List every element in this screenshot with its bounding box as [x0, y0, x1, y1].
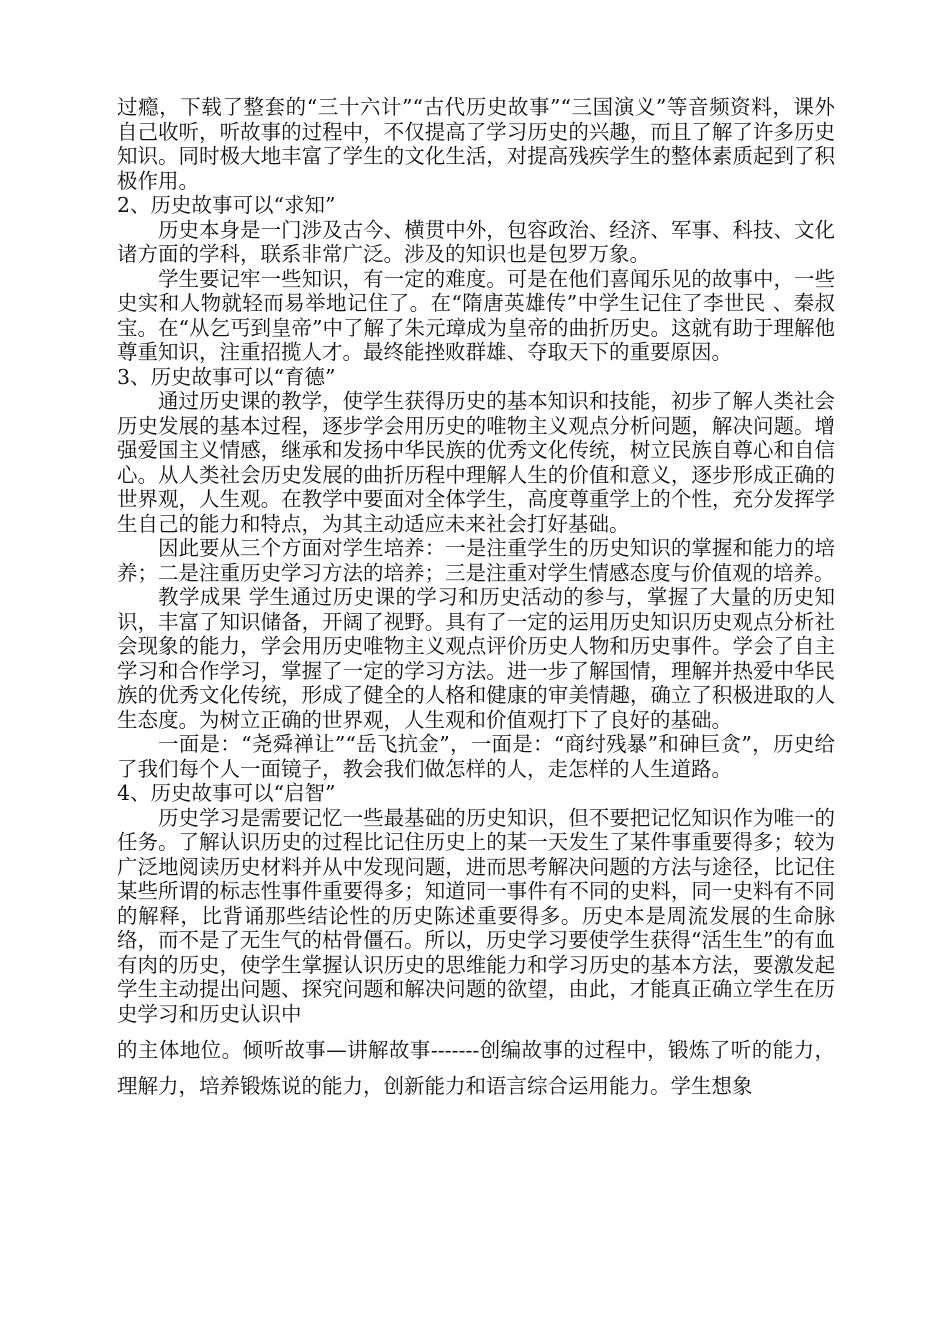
section-heading-4: 4、历史故事可以“启智”	[117, 781, 336, 805]
paragraph-history-mirror: 一面是：“尧舜禅让”“岳飞抗金”，一面是：“商纣残暴”和砷巨贪”，历史给了我们每个人一面镜子，教会我们做怎样的人，走怎样的人生道路。	[117, 732, 835, 781]
section-heading-2: 2、历史故事可以“求知”	[117, 193, 336, 217]
paragraph-three-aspects: 因此要从三个方面对学生培养：一是注重学生的历史知识的掌握和能力的培养；二是注重历史学习方法的培养；三是注重对学生情感态度与价值观的培养。	[117, 536, 835, 585]
paragraph-remember-knowledge: 学生要记牢一些知识，有一定的难度。可是在他们喜闻乐见的故事中，一些史实和人物就轻而易举地记住了。在“隋唐英雄传”中学生记住了李世民 、秦叔宝。在“从乞丐到皇帝”中了解了朱元璋成为皇帝的曲折历史。这就有助于理解他尊重知识，注重招揽人才。最终能挫败群雄、夺取天下的重要原因。	[117, 266, 835, 364]
paragraph-teaching-goals: 通过历史课的教学，使学生获得历史的基本知识和技能，初步了解人类社会历史发展的基本过程，逐步学会用历史的唯物主义观点分析问题，解决问题。增强爱国主义情感，继承和发扬中华民族的优秀文化传统，树立民族自尊心和自信心。从人类社会历史发展的曲折历程中理解人生的价值和意义，逐步形成正确的世界观，人生观。在教学中要面对全体学生，高度尊重学上的个性，充分发挥学生自己的能力和特点，为其主动适应未来社会打好基础。	[117, 389, 835, 536]
paragraph-history-scope: 历史本身是一门涉及古今、横贯中外，包容政治、经济、军事、科技、文化诸方面的学科，联系非常广泛。涉及的知识也是包罗万象。	[117, 217, 835, 266]
paragraph-storytelling: 的主体地位。倾听故事—讲解故事-------创编故事的过程中，锻炼了听的能力，理解力，培养锻炼说的能力，创新能力和语言综合运用能力。学生想象	[117, 1038, 835, 1098]
paragraph-teaching-results: 教学成果 学生通过历史课的学习和历史活动的参与，掌握了大量的历史知识，丰富了知识储备，开阔了视野。具有了一定的运用历史知识历史观点分析社会现象的能力，学会用历史唯物主义观点评价历史人物和历史事件。学会了自主学习和合作学习，掌握了一定的学习方法。进一步了解国情，理解并热爱中华民族的优秀文化传统，形成了健全的人格和健康的审美情趣，确立了积极进取的人生态度。为树立正确的世界观，人生观和价值观打下了良好的基础。	[117, 585, 835, 732]
paragraph-history-learning: 历史学习是需要记忆一些最基础的历史知识，但不要把记忆知识作为唯一的任务。了解认识历史的过程比记住历史上的某一天发生了某件事重要得多；较为广泛地阅读历史材料并从中发现问题，进而思考解决问题的方法与途径，比记住某些所谓的标志性事件重要得多；知道同一事件有不同的史料，同一史料有不同的解释，比背诵那些结论性的历史陈述重要得多。历史本是周流发展的生命脉络，而不是了无生气的枯骨僵石。所以，历史学习要使学生获得“活生生”的有血有肉的历史，使学生掌握认识历史的思维能力和学习历史的基本方法，要激发起学生主动提出问题、探究问题和解决问题的欲望，由此，才能真正确立学生在历史学习和历史认识中	[117, 805, 835, 1026]
paragraph-intro-continued: 过瘾，下载了整套的“三十六计”“古代历史故事”“三国演义”等音频资料，课外自己收听，听故事的过程中，不仅提高了学习历史的兴趣，而且了解了许多历史知识。同时极大地丰富了学生的文化生活，对提高残疾学生的整体素质起到了积极作用。	[117, 95, 835, 193]
section-heading-3: 3、历史故事可以“育德”	[117, 364, 336, 389]
document-page	[117, 95, 835, 1104]
